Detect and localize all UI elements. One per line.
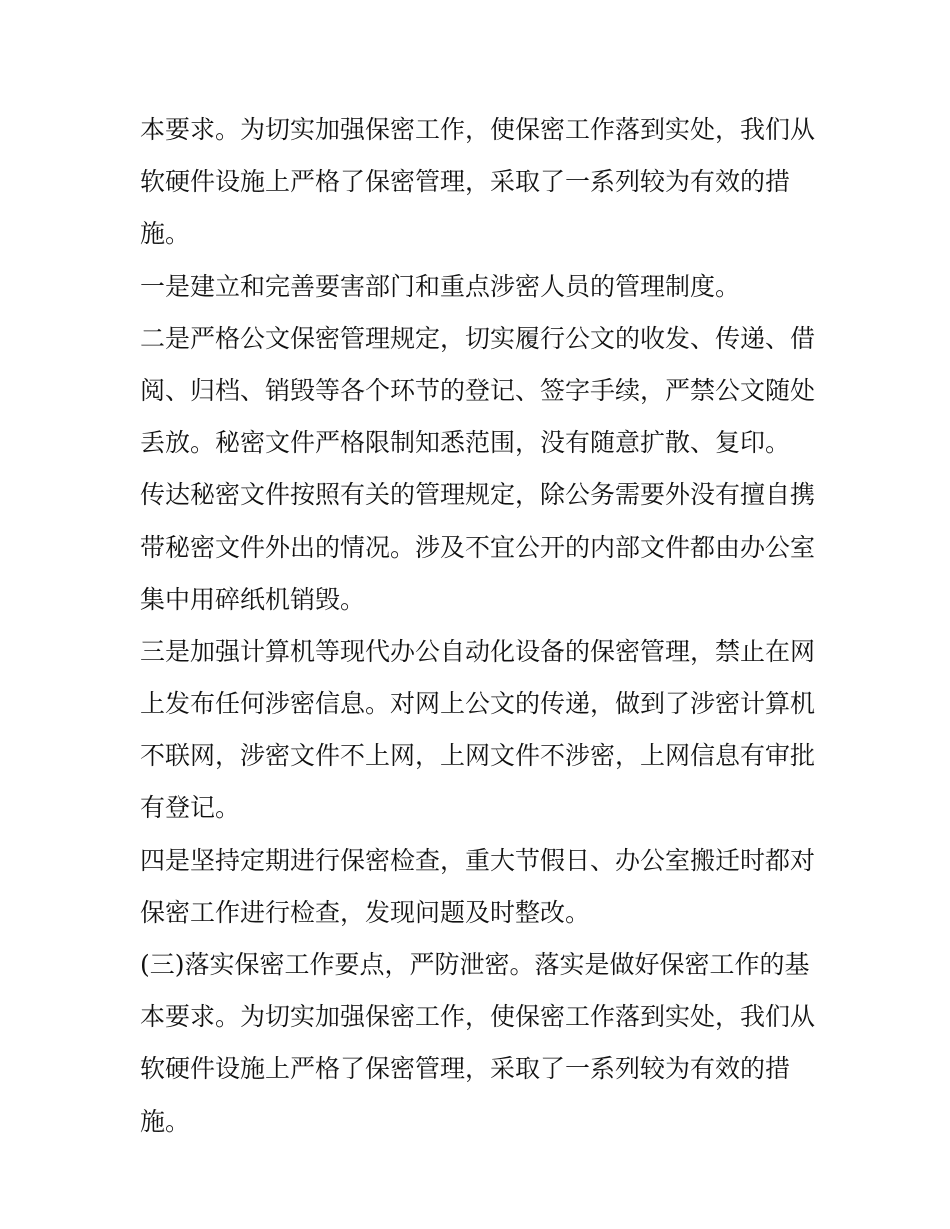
text-line: 阅、归档、销毁等各个环节的登记、签字手续，严禁公文随处 bbox=[140, 375, 816, 405]
text-line: 有登记。 bbox=[140, 793, 241, 823]
text-line: 施。 bbox=[140, 1106, 191, 1136]
text-line: 三是加强计算机等现代办公自动化设备的保密管理，禁止在网 bbox=[140, 636, 816, 666]
text-line: 上发布任何涉密信息。对网上公文的传递，做到了涉密计算机 bbox=[140, 689, 816, 719]
text-line: 集中用碎纸机销毁。 bbox=[140, 584, 366, 614]
text-line: 软硬件设施上严格了保密管理，采取了一系列较为有效的措 bbox=[140, 167, 791, 197]
text-line: 软硬件设施上严格了保密管理，采取了一系列较为有效的措 bbox=[140, 1054, 791, 1084]
text-line: 本要求。为切实加强保密工作，使保密工作落到实处，我们从 bbox=[140, 115, 816, 144]
text-line: 带秘密文件外出的情况。涉及不宜公开的内部文件都由办公室 bbox=[140, 532, 816, 562]
document-body bbox=[140, 104, 820, 1148]
text-line: 施。 bbox=[140, 219, 191, 249]
text-line: 保密工作进行检查，发现问题及时整改。 bbox=[140, 897, 591, 927]
text-line: 一是建立和完善要害部门和重点涉密人员的管理制度。 bbox=[140, 271, 741, 301]
text-line: 传达秘密文件按照有关的管理规定，除公务需要外没有擅自携 bbox=[140, 480, 816, 510]
text-line: 二是严格公文保密管理规定，切实履行公文的收发、传递、借 bbox=[140, 323, 816, 353]
text-line: 四是坚持定期进行保密检查，重大节假日、办公室搬迁时都对 bbox=[140, 845, 816, 875]
text-line: 本要求。为切实加强保密工作，使保密工作落到实处，我们从 bbox=[140, 1002, 816, 1032]
text-line: 不联网，涉密文件不上网，上网文件不涉密，上网信息有审批 bbox=[140, 741, 816, 771]
text-line: 丢放。秘密文件严格限制知悉范围，没有随意扩散、复印。 bbox=[140, 428, 791, 458]
text-line: (三)落实保密工作要点，严防泄密。落实是做好保密工作的基 bbox=[140, 950, 810, 979]
